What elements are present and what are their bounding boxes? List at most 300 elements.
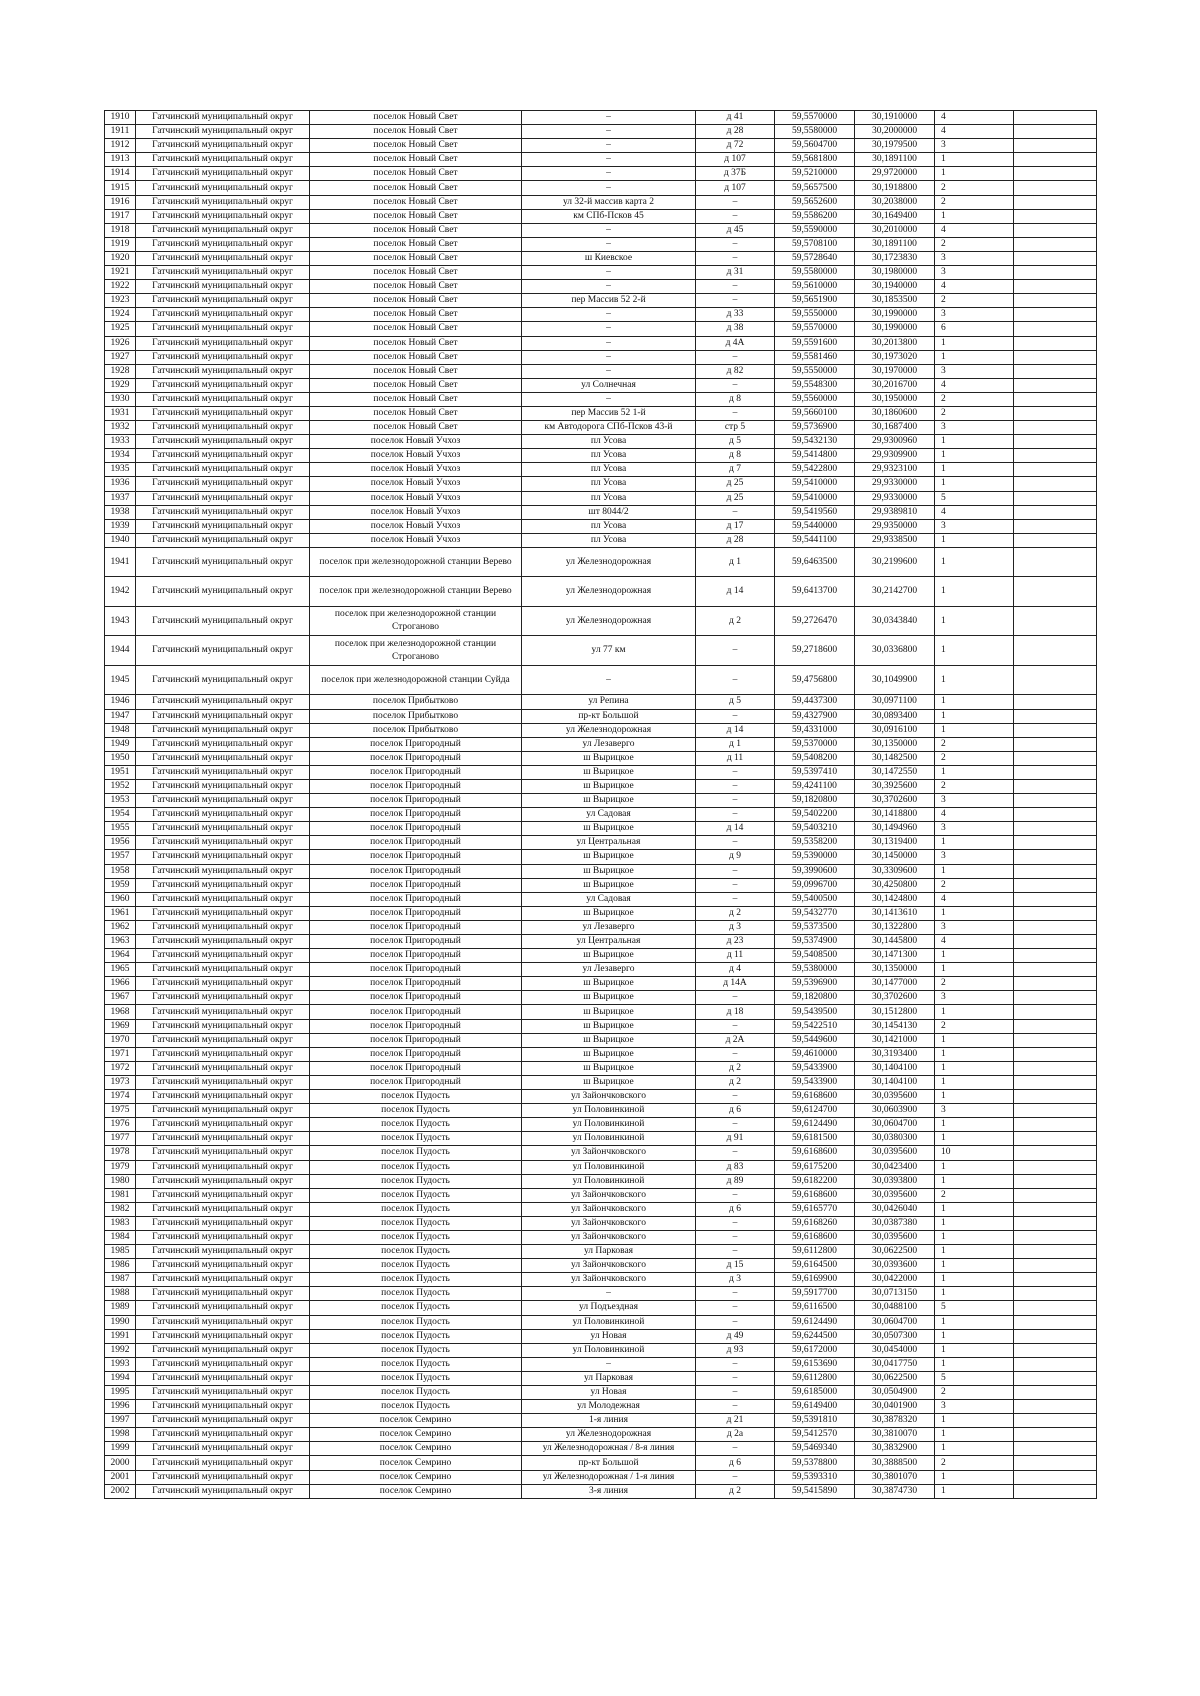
latitude-cell: 59,5580000: [775, 125, 855, 139]
street-cell: –: [522, 167, 696, 181]
district-cell: Гатчинский муниципальный округ: [136, 836, 310, 850]
row-number-cell: 1994: [105, 1371, 136, 1385]
locality-cell: поселок Пудость: [310, 1216, 522, 1230]
table-row: [105, 1202, 1097, 1216]
empty-cell: [1014, 1202, 1097, 1216]
table-row: [105, 1329, 1097, 1343]
table-row: [105, 709, 1097, 723]
row-number-cell: 1913: [105, 153, 136, 167]
locality-cell: поселок Новый Свет: [310, 308, 522, 322]
row-number-cell: 1951: [105, 765, 136, 779]
locality-cell: поселок Новый Свет: [310, 406, 522, 420]
street-cell: –: [522, 223, 696, 237]
empty-cell: [1014, 167, 1097, 181]
latitude-cell: 59,6181500: [775, 1132, 855, 1146]
empty-cell: [1014, 1343, 1097, 1357]
street-cell: –: [522, 153, 696, 167]
empty-cell: [1014, 850, 1097, 864]
empty-cell: [1014, 991, 1097, 1005]
table-row: [105, 237, 1097, 251]
count-cell: 3: [935, 519, 1014, 533]
house-cell: д 31: [696, 266, 775, 280]
street-cell: пл Усова: [522, 519, 696, 533]
count-cell: 2: [935, 779, 1014, 793]
count-cell: 1: [935, 547, 1014, 577]
empty-cell: [1014, 1019, 1097, 1033]
house-cell: д 2: [696, 1061, 775, 1075]
data-table: [104, 110, 1097, 1499]
row-number-cell: 1946: [105, 695, 136, 709]
house-cell: д 72: [696, 139, 775, 153]
table-row: [105, 350, 1097, 364]
house-cell: д 107: [696, 181, 775, 195]
count-cell: 3: [935, 139, 1014, 153]
table-row: [105, 547, 1097, 577]
street-cell: ул Железнодорожная: [522, 723, 696, 737]
longitude-cell: 30,1918800: [855, 181, 935, 195]
count-cell: 4: [935, 378, 1014, 392]
longitude-cell: 30,0916100: [855, 723, 935, 737]
empty-cell: [1014, 1456, 1097, 1470]
empty-cell: [1014, 1329, 1097, 1343]
longitude-cell: 30,0507300: [855, 1329, 935, 1343]
row-number-cell: 1942: [105, 577, 136, 607]
house-cell: д 4А: [696, 336, 775, 350]
empty-cell: [1014, 491, 1097, 505]
empty-cell: [1014, 237, 1097, 251]
table-row: [105, 322, 1097, 336]
street-cell: ул Железнодорожная / 8-я линия: [522, 1442, 696, 1456]
row-number-cell: 1925: [105, 322, 136, 336]
latitude-cell: 59,5432130: [775, 435, 855, 449]
street-cell: ш Киевское: [522, 251, 696, 265]
house-cell: –: [696, 665, 775, 695]
latitude-cell: 59,4437300: [775, 695, 855, 709]
latitude-cell: 59,5358200: [775, 836, 855, 850]
count-cell: 1: [935, 1047, 1014, 1061]
locality-cell: поселок Пудость: [310, 1259, 522, 1273]
locality-cell: поселок Пригородный: [310, 977, 522, 991]
latitude-cell: 59,5397410: [775, 765, 855, 779]
count-cell: 1: [935, 1075, 1014, 1089]
table-row: [105, 822, 1097, 836]
latitude-cell: 59,5570000: [775, 322, 855, 336]
latitude-cell: 59,5469340: [775, 1442, 855, 1456]
latitude-cell: 59,6164500: [775, 1259, 855, 1273]
count-cell: 1: [935, 577, 1014, 607]
row-number-cell: 2002: [105, 1484, 136, 1498]
district-cell: Гатчинский муниципальный округ: [136, 1033, 310, 1047]
house-cell: –: [696, 1245, 775, 1259]
empty-cell: [1014, 1428, 1097, 1442]
locality-cell: поселок Пригородный: [310, 737, 522, 751]
row-number-cell: 1922: [105, 280, 136, 294]
longitude-cell: 29,9389810: [855, 505, 935, 519]
district-cell: Гатчинский муниципальный округ: [136, 1357, 310, 1371]
locality-cell: поселок Новый Свет: [310, 125, 522, 139]
latitude-cell: 59,5604700: [775, 139, 855, 153]
latitude-cell: 59,6185000: [775, 1386, 855, 1400]
empty-cell: [1014, 1301, 1097, 1315]
row-number-cell: 1999: [105, 1442, 136, 1456]
house-cell: д 3: [696, 920, 775, 934]
locality-cell: поселок Новый Учхоз: [310, 463, 522, 477]
locality-cell: поселок Пудость: [310, 1301, 522, 1315]
locality-cell: поселок Пригородный: [310, 892, 522, 906]
longitude-cell: 30,2142700: [855, 577, 935, 607]
table-row: [105, 963, 1097, 977]
street-cell: пер Массив 52 2-й: [522, 294, 696, 308]
district-cell: Гатчинский муниципальный округ: [136, 850, 310, 864]
row-number-cell: 1932: [105, 421, 136, 435]
locality-cell: поселок Новый Учхоз: [310, 435, 522, 449]
house-cell: д 2: [696, 1075, 775, 1089]
count-cell: 1: [935, 723, 1014, 737]
locality-cell: поселок Пудость: [310, 1174, 522, 1188]
longitude-cell: 30,1450000: [855, 850, 935, 864]
house-cell: д 18: [696, 1005, 775, 1019]
house-cell: –: [696, 1386, 775, 1400]
longitude-cell: 30,1687400: [855, 421, 935, 435]
longitude-cell: 30,3874730: [855, 1484, 935, 1498]
street-cell: ул Железнодорожная: [522, 577, 696, 607]
row-number-cell: 1933: [105, 435, 136, 449]
district-cell: Гатчинский муниципальный округ: [136, 1216, 310, 1230]
street-cell: пл Усова: [522, 435, 696, 449]
locality-cell: поселок Новый Учхоз: [310, 533, 522, 547]
locality-cell: поселок при железнодорожной станции Суйда: [310, 665, 522, 695]
street-cell: –: [522, 665, 696, 695]
row-number-cell: 1990: [105, 1315, 136, 1329]
house-cell: д 41: [696, 111, 775, 125]
empty-cell: [1014, 1245, 1097, 1259]
empty-cell: [1014, 364, 1097, 378]
row-number-cell: 1965: [105, 963, 136, 977]
table-row: [105, 1357, 1097, 1371]
street-cell: –: [522, 1357, 696, 1371]
empty-cell: [1014, 421, 1097, 435]
row-number-cell: 1962: [105, 920, 136, 934]
district-cell: Гатчинский муниципальный округ: [136, 1188, 310, 1202]
count-cell: 3: [935, 308, 1014, 322]
longitude-cell: 30,0336800: [855, 636, 935, 666]
empty-cell: [1014, 577, 1097, 607]
house-cell: д 2А: [696, 1033, 775, 1047]
district-cell: Гатчинский муниципальный округ: [136, 822, 310, 836]
street-cell: ул Половинкиной: [522, 1160, 696, 1174]
row-number-cell: 1987: [105, 1273, 136, 1287]
row-number-cell: 1957: [105, 850, 136, 864]
house-cell: –: [696, 1400, 775, 1414]
table-row: [105, 577, 1097, 607]
count-cell: 3: [935, 421, 1014, 435]
row-number-cell: 1976: [105, 1118, 136, 1132]
district-cell: Гатчинский муниципальный округ: [136, 505, 310, 519]
table-row: [105, 533, 1097, 547]
locality-cell: поселок Пригородный: [310, 850, 522, 864]
longitude-cell: 30,1891100: [855, 153, 935, 167]
street-cell: ш Вырицкое: [522, 1005, 696, 1019]
street-cell: ш Вырицкое: [522, 765, 696, 779]
house-cell: –: [696, 794, 775, 808]
row-number-cell: 1956: [105, 836, 136, 850]
longitude-cell: 30,0393600: [855, 1259, 935, 1273]
locality-cell: поселок Пригородный: [310, 765, 522, 779]
count-cell: 6: [935, 322, 1014, 336]
empty-cell: [1014, 892, 1097, 906]
count-cell: 2: [935, 878, 1014, 892]
row-number-cell: 1970: [105, 1033, 136, 1047]
house-cell: д 6: [696, 1104, 775, 1118]
count-cell: 1: [935, 709, 1014, 723]
house-cell: –: [696, 1090, 775, 1104]
table-row: [105, 1075, 1097, 1089]
district-cell: Гатчинский муниципальный округ: [136, 1414, 310, 1428]
longitude-cell: 30,2013800: [855, 336, 935, 350]
table-row: [105, 251, 1097, 265]
row-number-cell: 1926: [105, 336, 136, 350]
count-cell: 2: [935, 1019, 1014, 1033]
district-cell: Гатчинский муниципальный округ: [136, 709, 310, 723]
count-cell: 2: [935, 977, 1014, 991]
empty-cell: [1014, 294, 1097, 308]
street-cell: ул Парковая: [522, 1245, 696, 1259]
district-cell: Гатчинский муниципальный округ: [136, 1287, 310, 1301]
table-row: [105, 406, 1097, 420]
empty-cell: [1014, 350, 1097, 364]
district-cell: Гатчинский муниципальный округ: [136, 892, 310, 906]
row-number-cell: 1931: [105, 406, 136, 420]
table-row: [105, 1470, 1097, 1484]
longitude-cell: 30,0426040: [855, 1202, 935, 1216]
count-cell: 1: [935, 153, 1014, 167]
locality-cell: поселок Пудость: [310, 1371, 522, 1385]
latitude-cell: 59,4241100: [775, 779, 855, 793]
table-row: [105, 223, 1097, 237]
count-cell: 5: [935, 1301, 1014, 1315]
locality-cell: поселок Новый Свет: [310, 251, 522, 265]
street-cell: ул 77 км: [522, 636, 696, 666]
empty-cell: [1014, 153, 1097, 167]
latitude-cell: 59,5410000: [775, 491, 855, 505]
district-cell: Гатчинский муниципальный округ: [136, 1118, 310, 1132]
empty-cell: [1014, 723, 1097, 737]
latitude-cell: 59,2726470: [775, 606, 855, 636]
district-cell: Гатчинский муниципальный округ: [136, 449, 310, 463]
row-number-cell: 1983: [105, 1216, 136, 1230]
empty-cell: [1014, 1090, 1097, 1104]
house-cell: д 25: [696, 491, 775, 505]
house-cell: д 93: [696, 1343, 775, 1357]
locality-cell: поселок Новый Свет: [310, 111, 522, 125]
house-cell: –: [696, 294, 775, 308]
latitude-cell: 59,5415890: [775, 1484, 855, 1498]
longitude-cell: 30,0713150: [855, 1287, 935, 1301]
locality-cell: поселок Новый Свет: [310, 364, 522, 378]
house-cell: д 33: [696, 308, 775, 322]
longitude-cell: 30,1950000: [855, 392, 935, 406]
district-cell: Гатчинский муниципальный округ: [136, 1132, 310, 1146]
street-cell: ул Центральная: [522, 935, 696, 949]
row-number-cell: 1937: [105, 491, 136, 505]
row-number-cell: 1997: [105, 1414, 136, 1428]
count-cell: 3: [935, 794, 1014, 808]
locality-cell: поселок Новый Свет: [310, 378, 522, 392]
longitude-cell: 30,1350000: [855, 963, 935, 977]
row-number-cell: 1929: [105, 378, 136, 392]
locality-cell: поселок Пригородный: [310, 1047, 522, 1061]
locality-cell: поселок Пудость: [310, 1329, 522, 1343]
count-cell: 1: [935, 1160, 1014, 1174]
house-cell: –: [696, 1230, 775, 1244]
count-cell: 1: [935, 695, 1014, 709]
table-row: [105, 294, 1097, 308]
longitude-cell: 30,0604700: [855, 1118, 935, 1132]
latitude-cell: 59,6172000: [775, 1343, 855, 1357]
row-number-cell: 1910: [105, 111, 136, 125]
latitude-cell: 59,5393310: [775, 1470, 855, 1484]
count-cell: 1: [935, 449, 1014, 463]
table-row: [105, 421, 1097, 435]
table-row: [105, 1132, 1097, 1146]
locality-cell: поселок Новый Свет: [310, 195, 522, 209]
latitude-cell: 59,5422800: [775, 463, 855, 477]
row-number-cell: 1966: [105, 977, 136, 991]
empty-cell: [1014, 906, 1097, 920]
street-cell: –: [522, 111, 696, 125]
street-cell: ш Вырицкое: [522, 822, 696, 836]
count-cell: 3: [935, 364, 1014, 378]
district-cell: Гатчинский муниципальный округ: [136, 906, 310, 920]
empty-cell: [1014, 280, 1097, 294]
empty-cell: [1014, 765, 1097, 779]
row-number-cell: 2000: [105, 1456, 136, 1470]
count-cell: 2: [935, 737, 1014, 751]
street-cell: ш Вырицкое: [522, 906, 696, 920]
street-cell: ул Солнечная: [522, 378, 696, 392]
latitude-cell: 59,5403210: [775, 822, 855, 836]
longitude-cell: 30,1404100: [855, 1075, 935, 1089]
empty-cell: [1014, 1414, 1097, 1428]
district-cell: Гатчинский муниципальный округ: [136, 1371, 310, 1385]
house-cell: –: [696, 378, 775, 392]
table-row: [105, 695, 1097, 709]
table-row: [105, 519, 1097, 533]
count-cell: 1: [935, 1061, 1014, 1075]
count-cell: 4: [935, 111, 1014, 125]
row-number-cell: 1989: [105, 1301, 136, 1315]
count-cell: 1: [935, 636, 1014, 666]
latitude-cell: 59,5210000: [775, 167, 855, 181]
street-cell: ш Вырицкое: [522, 779, 696, 793]
district-cell: Гатчинский муниципальный округ: [136, 125, 310, 139]
table-row: [105, 378, 1097, 392]
locality-cell: поселок Новый Учхоз: [310, 519, 522, 533]
latitude-cell: 59,6116500: [775, 1301, 855, 1315]
empty-cell: [1014, 1146, 1097, 1160]
latitude-cell: 59,5410000: [775, 477, 855, 491]
table-row: [105, 491, 1097, 505]
district-cell: Гатчинский муниципальный округ: [136, 1315, 310, 1329]
locality-cell: поселок Новый Свет: [310, 139, 522, 153]
count-cell: 1: [935, 463, 1014, 477]
locality-cell: поселок Пригородный: [310, 878, 522, 892]
table-row: [105, 1174, 1097, 1188]
row-number-cell: 1920: [105, 251, 136, 265]
latitude-cell: 59,5580000: [775, 266, 855, 280]
empty-cell: [1014, 1118, 1097, 1132]
longitude-cell: 30,1472550: [855, 765, 935, 779]
locality-cell: поселок Пудость: [310, 1188, 522, 1202]
street-cell: ш Вырицкое: [522, 991, 696, 1005]
locality-cell: поселок Новый Свет: [310, 181, 522, 195]
count-cell: 4: [935, 223, 1014, 237]
district-cell: Гатчинский муниципальный округ: [136, 665, 310, 695]
empty-cell: [1014, 1400, 1097, 1414]
table-row: [105, 808, 1097, 822]
count-cell: 1: [935, 606, 1014, 636]
table-row: [105, 1160, 1097, 1174]
latitude-cell: 59,5380000: [775, 963, 855, 977]
empty-cell: [1014, 125, 1097, 139]
locality-cell: поселок Пудость: [310, 1386, 522, 1400]
locality-cell: поселок Семрино: [310, 1442, 522, 1456]
locality-cell: поселок Пригородный: [310, 949, 522, 963]
table-row: [105, 1104, 1097, 1118]
locality-cell: поселок Новый Свет: [310, 350, 522, 364]
latitude-cell: 59,5550000: [775, 308, 855, 322]
district-cell: Гатчинский муниципальный округ: [136, 1301, 310, 1315]
count-cell: 1: [935, 765, 1014, 779]
row-number-cell: 1986: [105, 1259, 136, 1273]
street-cell: ул Новая: [522, 1329, 696, 1343]
locality-cell: поселок Новый Учхоз: [310, 491, 522, 505]
empty-cell: [1014, 606, 1097, 636]
row-number-cell: 1921: [105, 266, 136, 280]
row-number-cell: 1911: [105, 125, 136, 139]
empty-cell: [1014, 139, 1097, 153]
empty-cell: [1014, 223, 1097, 237]
empty-cell: [1014, 392, 1097, 406]
latitude-cell: 59,5590000: [775, 223, 855, 237]
house-cell: –: [696, 1442, 775, 1456]
table-row: [105, 794, 1097, 808]
street-cell: ул Подъездная: [522, 1301, 696, 1315]
latitude-cell: 59,5586200: [775, 209, 855, 223]
locality-cell: поселок Новый Учхоз: [310, 477, 522, 491]
district-cell: Гатчинский муниципальный округ: [136, 935, 310, 949]
count-cell: 4: [935, 935, 1014, 949]
count-cell: 1: [935, 963, 1014, 977]
latitude-cell: 59,5560000: [775, 392, 855, 406]
table-row: [105, 892, 1097, 906]
district-cell: Гатчинский муниципальный округ: [136, 723, 310, 737]
count-cell: 2: [935, 1188, 1014, 1202]
locality-cell: поселок Пригородный: [310, 1061, 522, 1075]
row-number-cell: 1995: [105, 1386, 136, 1400]
table-row: [105, 1371, 1097, 1385]
count-cell: 4: [935, 892, 1014, 906]
table-row: [105, 1442, 1097, 1456]
latitude-cell: 59,5708100: [775, 237, 855, 251]
house-cell: –: [696, 209, 775, 223]
empty-cell: [1014, 336, 1097, 350]
count-cell: 1: [935, 336, 1014, 350]
longitude-cell: 30,0622500: [855, 1371, 935, 1385]
table-row: [105, 266, 1097, 280]
row-number-cell: 1938: [105, 505, 136, 519]
longitude-cell: 29,9323100: [855, 463, 935, 477]
